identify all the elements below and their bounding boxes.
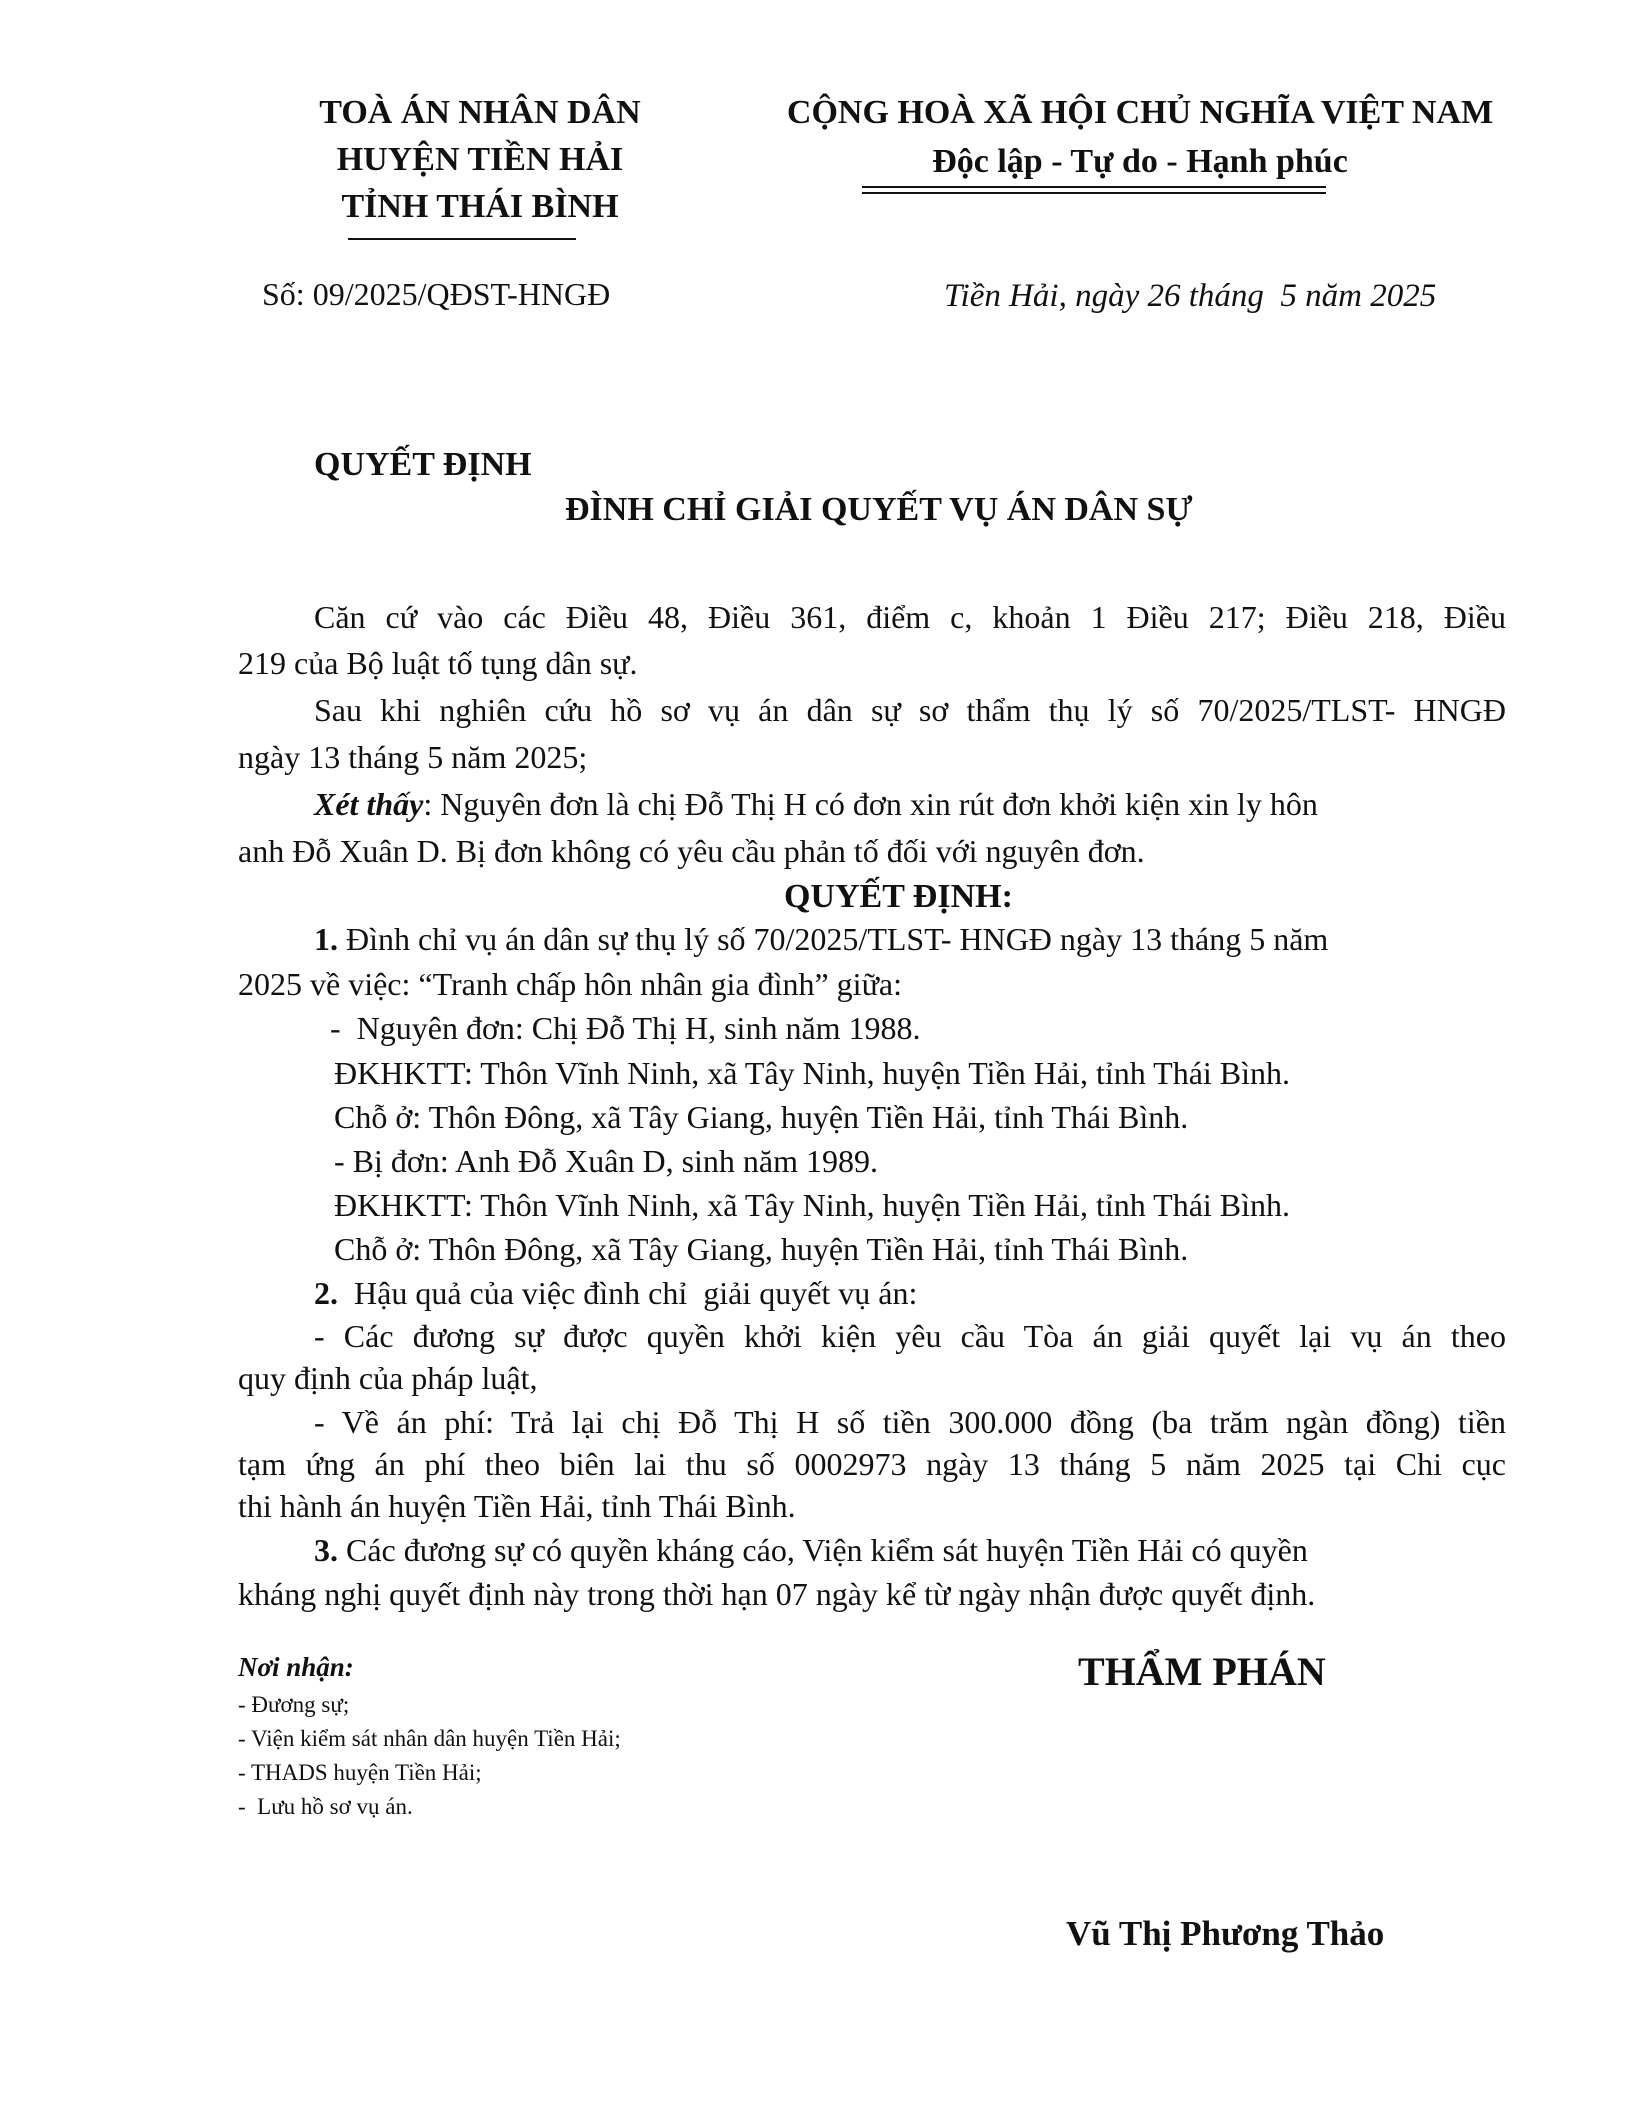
nation-title: CỘNG HOÀ XÃ HỘI CHỦ NGHĨA VIỆT NAM [786, 94, 1494, 131]
motto-underline-top [862, 186, 1326, 188]
finding-text: : Nguyên đơn là chị Đỗ Thị H có đơn xin rút đơn khởi kiện xin ly hôn [423, 786, 1318, 822]
item2-fee-line1: - Về án phí: Trả lại chị Đỗ Thị H số tiền 300.000 đồng (ba trăm ngàn đồng) tiền [314, 1404, 1506, 1440]
signer-role: THẨM PHÁN [1078, 1649, 1326, 1694]
legal-basis-line2: 219 của Bộ luật tố tụng dân sự. [238, 645, 638, 681]
legal-basis-line1: Căn cứ vào các Điều 48, Điều 361, điểm c, khoản 1 Điều 217; Điều 218, Điều [314, 599, 1506, 635]
recipient-item: - Lưu hồ sơ vụ án. [238, 1794, 413, 1819]
place-and-date: Tiền Hải, ngày 26 tháng 5 năm 2025 [944, 278, 1437, 314]
nation-motto: Độc lập - Tự do - Hạnh phúc [932, 143, 1348, 180]
finding-line1 [314, 786, 1506, 823]
document-number: Số: 09/2025/QĐST-HNGĐ [262, 276, 611, 312]
item3-number: 3. [314, 1532, 338, 1568]
court-name-underline [348, 238, 576, 240]
court-name-line3: TỈNH THÁI BÌNH [341, 188, 619, 225]
recipients-title: Nơi nhận: [238, 1652, 354, 1682]
item3-line2: kháng nghị quyết định này trong thời hạn 07 ngày kể từ ngày nhận được quyết định. [238, 1576, 1316, 1612]
defendant-residence: Chỗ ở: Thôn Đông, xã Tây Giang, huyện Tiền Hải, tỉnh Thái Bình. [334, 1231, 1189, 1267]
item1-text: Đình chỉ vụ án dân sự thụ lý số 70/2025/TLST- HNGĐ ngày 13 tháng 5 năm [338, 921, 1329, 957]
item2-rights-line1: - Các đương sự được quyền khởi kiện yêu cầu Tòa án giải quyết lại vụ án theo [314, 1318, 1506, 1354]
item3-line1 [314, 1532, 1506, 1569]
decision-heading: QUYẾT ĐỊNH: [784, 878, 1013, 915]
court-name-line1: TOÀ ÁN NHÂN DÂN [319, 94, 641, 131]
defendant-registered-address: ĐKHKTT: Thôn Vĩnh Ninh, xã Tây Ninh, huyện Tiền Hải, tỉnh Thái Bình. [334, 1187, 1291, 1223]
plaintiff-residence: Chỗ ở: Thôn Đông, xã Tây Giang, huyện Tiền Hải, tỉnh Thái Bình. [334, 1099, 1189, 1135]
plaintiff-registered-address: ĐKHKTT: Thôn Vĩnh Ninh, xã Tây Ninh, huyện Tiền Hải, tỉnh Thái Bình. [334, 1055, 1291, 1091]
item2-number: 2. [314, 1275, 338, 1311]
court-name-line2: HUYỆN TIỀN HẢI [336, 141, 624, 178]
document-subtitle: ĐÌNH CHỈ GIẢI QUYẾT VỤ ÁN DÂN SỰ [565, 491, 1193, 528]
item1-line2: 2025 về việc: “Tranh chấp hôn nhân gia đình” giữa: [238, 966, 902, 1002]
recipient-item: - Đương sự; [238, 1692, 350, 1717]
signer-name: Vũ Thị Phương Thảo [1066, 1914, 1385, 1953]
case-review-line1: Sau khi nghiên cứu hồ sơ vụ án dân sự sơ thẩm thụ lý số 70/2025/TLST- HNGĐ [314, 692, 1506, 728]
item3-text: Các đương sự có quyền kháng cáo, Viện kiểm sát huyện Tiền Hải có quyền [338, 1532, 1308, 1568]
item2-rights-line2: quy định của pháp luật, [238, 1360, 538, 1396]
item2-text: Hậu quả của việc đình chỉ giải quyết vụ án: [338, 1275, 918, 1311]
item2-heading [314, 1275, 917, 1312]
document-title: QUYẾT ĐỊNH [314, 446, 532, 483]
item1-line1 [314, 921, 1506, 958]
motto-underline-bottom [862, 192, 1326, 194]
finding-line2: anh Đỗ Xuân D. Bị đơn không có yêu cầu phản tố đối với nguyên đơn. [238, 833, 1145, 869]
case-review-line2: ngày 13 tháng 5 năm 2025; [238, 739, 588, 775]
plaintiff: - Nguyên đơn: Chị Đỗ Thị H, sinh năm 1988. [330, 1010, 921, 1046]
item2-fee-line2: tạm ứng án phí theo biên lai thu số 0002973 ngày 13 tháng 5 năm 2025 tại Chi cục [238, 1446, 1506, 1482]
recipient-item: - Viện kiểm sát nhân dân huyện Tiền Hải; [238, 1726, 621, 1751]
finding-label: Xét thấy [314, 786, 424, 822]
item2-fee-line3: thi hành án huyện Tiền Hải, tỉnh Thái Bình. [238, 1488, 796, 1524]
recipient-item: - THADS huyện Tiền Hải; [238, 1760, 482, 1785]
item1-number: 1. [314, 921, 338, 957]
defendant: - Bị đơn: Anh Đỗ Xuân D, sinh năm 1989. [334, 1143, 879, 1179]
